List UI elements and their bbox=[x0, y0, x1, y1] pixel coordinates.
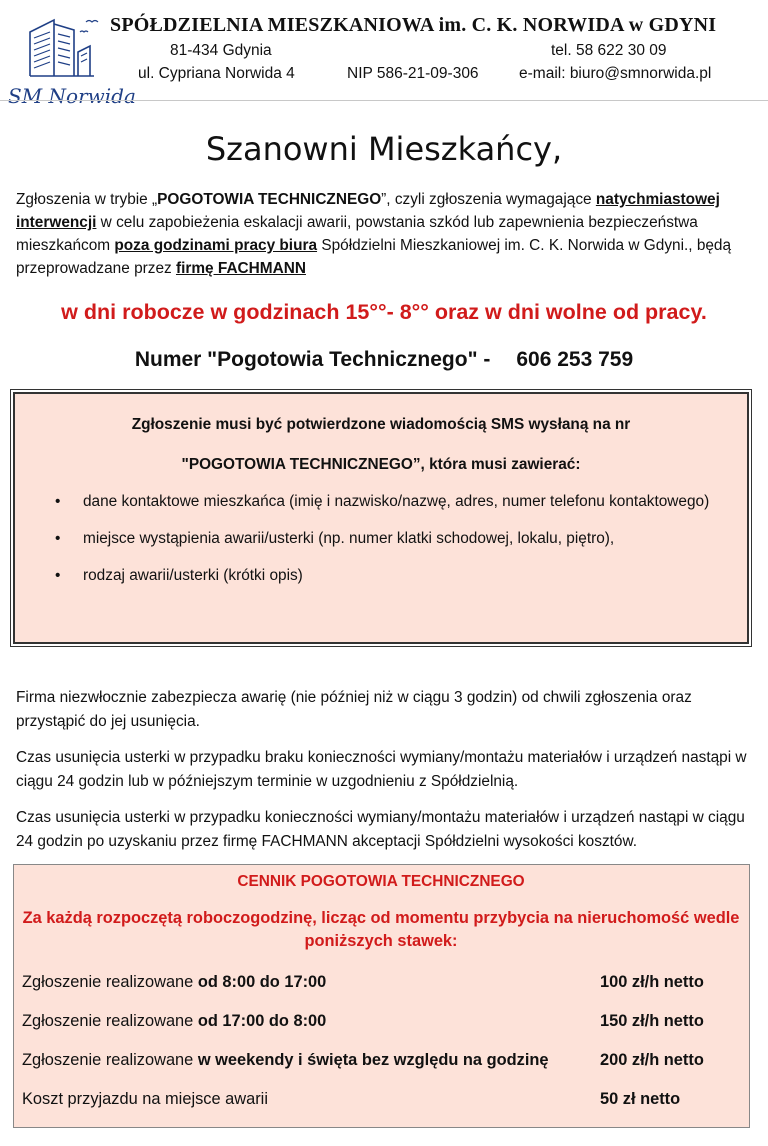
organization-name: SPÓŁDZIELNIA MIESZKANIOWA im. C. K. NORWIDA w GDYNI bbox=[110, 14, 717, 36]
logo bbox=[6, 12, 136, 108]
price-row-amount: 50 zł netto bbox=[600, 1090, 681, 1108]
intro-paragraph bbox=[16, 188, 746, 280]
list-item bbox=[41, 564, 721, 587]
price-row-amount: 150 zł/h netto bbox=[600, 1012, 704, 1030]
nip-number: NIP 586-21-09-306 bbox=[347, 65, 479, 82]
intro-emphasis-hours: poza godzinami pracy biura bbox=[114, 237, 318, 254]
page-title: Szanowni Mieszkańcy, bbox=[205, 130, 563, 168]
pricing-box bbox=[13, 864, 750, 1128]
bullet-icon: • bbox=[55, 567, 61, 584]
sms-heading-line-1: Zgłoszenie musi być potwierdzone wiadomością SMS wysłaną na nr bbox=[131, 416, 631, 433]
paragraph-repair-no-materials: Czas usunięcia usterki w przypadku braku konieczności wymiany/montażu materiałów i urządzeń nastąpi w ciągu 24 godzin lub w późniejszym terminie w uzgodnieniu z Spółdzielnią. bbox=[16, 749, 747, 790]
hotline-number: 606 253 759 bbox=[516, 348, 634, 371]
intro-text-2: ”, czyli zgłoszenia wymagające bbox=[381, 191, 596, 208]
email-address: e-mail: biuro@smnorwida.pl bbox=[519, 65, 712, 82]
intro-emphasis-immediate: natychmiastowej interwencji bbox=[16, 191, 720, 231]
bullet-icon: • bbox=[55, 530, 61, 547]
list-item-text: dane kontaktowe mieszkańca (imię i nazwisko/nazwę, adres, numer telefonu kontaktowego) bbox=[83, 493, 710, 510]
price-row-label bbox=[22, 973, 326, 992]
paragraph-response-time: Firma niezwłocznie zabezpiecza awarię (nie później niż w ciągu 3 godzin) od chwili zgłoszenia oraz przystąpić do jej usunięcia. bbox=[16, 689, 692, 730]
sms-requirements-box bbox=[13, 392, 749, 644]
postal-address: 81-434 Gdynia bbox=[170, 42, 272, 59]
intro-text-3: w celu zapobieżenia eskalacji awarii, powstania szkód lub zapewnienia bezpieczeństwa mieszkańcom bbox=[16, 214, 698, 254]
price-row-prefix: Koszt przyjazdu na miejsce awarii bbox=[22, 1090, 268, 1108]
sms-requirements-list bbox=[41, 490, 721, 601]
phone-number: tel. 58 622 30 09 bbox=[551, 42, 667, 59]
price-row-amount: 100 zł/h netto bbox=[600, 973, 704, 991]
service-hours: w dni robocze w godzinach 15°°- 8°° oraz w dni wolne od pracy. bbox=[61, 300, 707, 324]
building-logo-icon bbox=[20, 12, 104, 84]
price-row-prefix: Zgłoszenie realizowane bbox=[22, 973, 198, 991]
hotline bbox=[0, 348, 768, 372]
intro-bold-service: POGOTOWIA TECHNICZNEGO bbox=[157, 191, 382, 208]
price-row-prefix: Zgłoszenie realizowane bbox=[22, 1012, 198, 1030]
header-divider bbox=[0, 100, 768, 101]
price-row-emphasis: w weekendy i święta bez względu na godzinę bbox=[197, 1051, 549, 1069]
logo-wordmark: SM Norwida bbox=[8, 84, 136, 108]
price-row-label bbox=[22, 1012, 326, 1031]
pricing-title: CENNIK POGOTOWIA TECHNICZNEGO bbox=[237, 873, 525, 890]
list-item bbox=[41, 490, 721, 513]
hotline-label: Numer "Pogotowia Technicznego" - bbox=[134, 348, 491, 371]
price-row-label bbox=[22, 1090, 268, 1109]
price-row-amount: 200 zł/h netto bbox=[600, 1051, 704, 1069]
price-row-emphasis: od 8:00 do 17:00 bbox=[197, 973, 327, 991]
bullet-icon: • bbox=[55, 493, 61, 510]
intro-text-1: Zgłoszenia w trybie „ bbox=[16, 191, 158, 208]
street-address: ul. Cypriana Norwida 4 bbox=[138, 65, 295, 82]
intro-text-4: Spółdzielni Mieszkaniowej im. C. K. Norwida w Gdyni., będą przeprowadzane przez bbox=[16, 237, 732, 277]
intro-emphasis-company: firmę FACHMANN bbox=[175, 260, 306, 277]
list-item bbox=[41, 527, 721, 550]
list-item-text: rodzaj awarii/usterki (krótki opis) bbox=[83, 567, 303, 584]
paragraph-repair-with-materials: Czas usunięcia usterki w przypadku konieczności wymiany/montażu materiałów i urządzeń nastąpi w ciągu 24 godzin po uzyskaniu przez firmę FACHMANN akceptacji Spółdzielni wysokości kosztów. bbox=[16, 809, 745, 850]
sms-heading-line-2: "POGOTOWIA TECHNICZNEGO”, która musi zawierać: bbox=[181, 456, 581, 473]
price-row-emphasis: od 17:00 do 8:00 bbox=[197, 1012, 327, 1030]
price-row-prefix: Zgłoszenie realizowane bbox=[22, 1051, 198, 1069]
price-row-label bbox=[22, 1051, 549, 1070]
list-item-text: miejsce wystąpienia awarii/usterki (np. numer klatki schodowej, lokalu, piętro), bbox=[83, 530, 615, 547]
pricing-subtitle: Za każdą rozpoczętą roboczogodzinę, licząc od momentu przybycia na nieruchomość wedle poniższych stawek: bbox=[22, 909, 740, 950]
letterhead bbox=[0, 0, 768, 108]
